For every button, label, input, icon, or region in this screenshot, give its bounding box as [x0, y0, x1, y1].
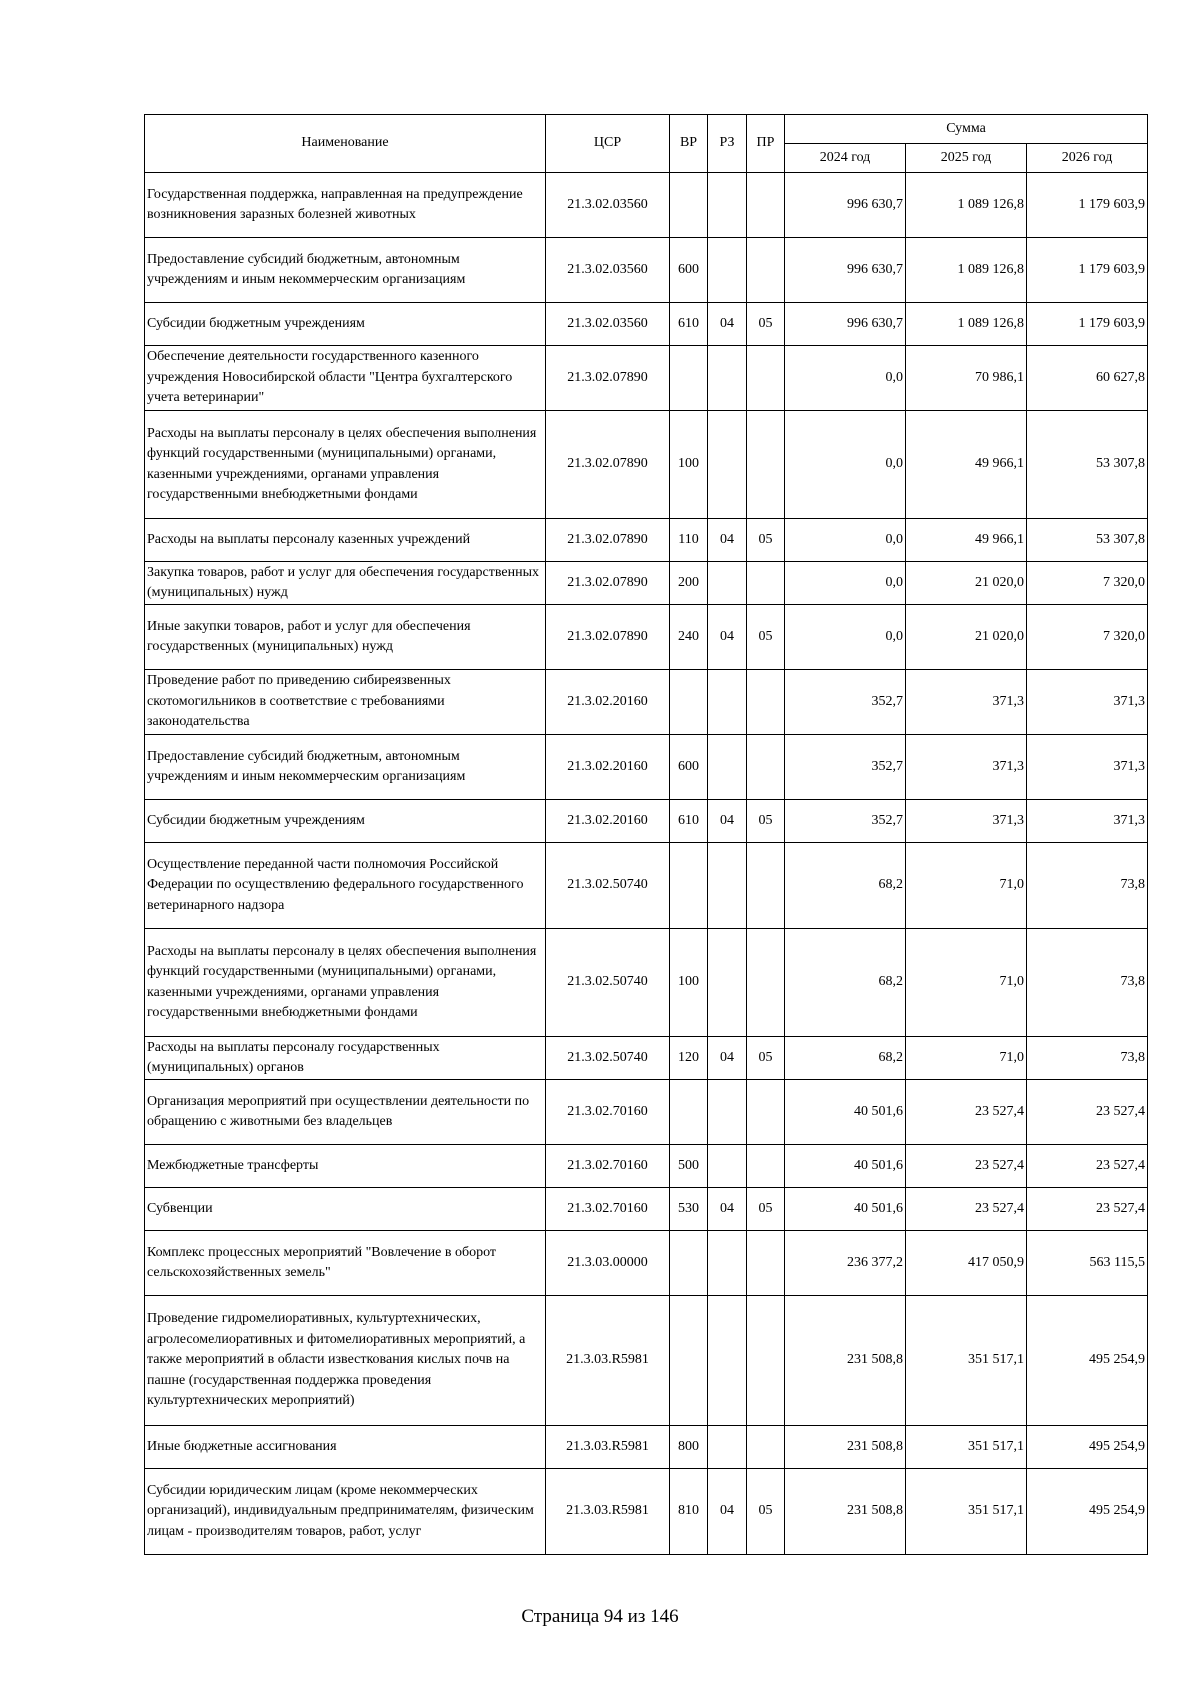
cell-2026: 495 254,9 — [1027, 1426, 1148, 1469]
cell-2024: 0,0 — [785, 519, 906, 562]
cell-2025: 71,0 — [906, 929, 1027, 1037]
cell-name: Иные бюджетные ассигнования — [145, 1426, 546, 1469]
cell-rz — [708, 670, 747, 735]
cell-pr — [747, 346, 785, 411]
header-year-2024: 2024 год — [785, 144, 906, 173]
cell-name: Расходы на выплаты персоналу в целях обеспечения выполнения функций государственными (муниципальными) органами, казенными учреждениями, органами управления государственными внебюджетными фондами — [145, 929, 546, 1037]
table-row — [145, 173, 1148, 238]
cell-pr — [747, 173, 785, 238]
cell-2025: 371,3 — [906, 800, 1027, 843]
table-row — [145, 1145, 1148, 1188]
cell-2024: 231 508,8 — [785, 1469, 906, 1555]
cell-vr: 240 — [670, 605, 708, 670]
cell-2024: 236 377,2 — [785, 1231, 906, 1296]
cell-2025: 21 020,0 — [906, 562, 1027, 605]
cell-pr — [747, 1426, 785, 1469]
cell-2024: 40 501,6 — [785, 1080, 906, 1145]
cell-2026: 563 115,5 — [1027, 1231, 1148, 1296]
cell-2024: 996 630,7 — [785, 303, 906, 346]
cell-2026: 53 307,8 — [1027, 519, 1148, 562]
cell-vr: 100 — [670, 411, 708, 519]
table-row — [145, 346, 1148, 411]
cell-vr: 200 — [670, 562, 708, 605]
cell-pr: 05 — [747, 1469, 785, 1555]
table-row — [145, 411, 1148, 519]
cell-2024: 40 501,6 — [785, 1188, 906, 1231]
cell-2026: 1 179 603,9 — [1027, 303, 1148, 346]
cell-vr: 500 — [670, 1145, 708, 1188]
cell-2024: 0,0 — [785, 562, 906, 605]
cell-2024: 68,2 — [785, 1037, 906, 1080]
cell-pr — [747, 562, 785, 605]
cell-csr: 21.3.02.70160 — [546, 1145, 670, 1188]
cell-2026: 23 527,4 — [1027, 1188, 1148, 1231]
cell-2025: 70 986,1 — [906, 346, 1027, 411]
cell-csr: 21.3.02.20160 — [546, 735, 670, 800]
header-rz: РЗ — [708, 115, 747, 173]
cell-name: Осуществление переданной части полномочия Российской Федерации по осуществлению федерального государственного ветеринарного надзора — [145, 843, 546, 929]
cell-name: Государственная поддержка, направленная на предупреждение возникновения заразных болезней животных — [145, 173, 546, 238]
cell-rz: 04 — [708, 303, 747, 346]
cell-2024: 352,7 — [785, 670, 906, 735]
cell-pr: 05 — [747, 1037, 785, 1080]
cell-vr — [670, 346, 708, 411]
cell-rz: 04 — [708, 1037, 747, 1080]
cell-2026: 23 527,4 — [1027, 1080, 1148, 1145]
cell-2024: 68,2 — [785, 929, 906, 1037]
cell-name: Субвенции — [145, 1188, 546, 1231]
cell-vr: 100 — [670, 929, 708, 1037]
cell-csr: 21.3.02.50740 — [546, 1037, 670, 1080]
cell-name: Обеспечение деятельности государственного казенного учреждения Новосибирской области "Центра бухгалтерского учета ветеринарии" — [145, 346, 546, 411]
cell-2025: 1 089 126,8 — [906, 173, 1027, 238]
cell-2024: 68,2 — [785, 843, 906, 929]
cell-name: Проведение работ по приведению сибиреязвенных скотомогильников в соответствие с требованиями законодательства — [145, 670, 546, 735]
cell-2026: 495 254,9 — [1027, 1469, 1148, 1555]
cell-2024: 0,0 — [785, 346, 906, 411]
table-row — [145, 1080, 1148, 1145]
cell-vr: 610 — [670, 800, 708, 843]
table-row — [145, 1037, 1148, 1080]
table-row — [145, 562, 1148, 605]
cell-vr: 110 — [670, 519, 708, 562]
cell-pr — [747, 1080, 785, 1145]
cell-2026: 371,3 — [1027, 800, 1148, 843]
cell-pr — [747, 1231, 785, 1296]
cell-pr — [747, 670, 785, 735]
cell-2025: 71,0 — [906, 1037, 1027, 1080]
cell-rz — [708, 1145, 747, 1188]
table-row — [145, 605, 1148, 670]
cell-2025: 351 517,1 — [906, 1426, 1027, 1469]
cell-csr: 21.3.02.50740 — [546, 929, 670, 1037]
cell-2025: 71,0 — [906, 843, 1027, 929]
cell-name: Комплекс процессных мероприятий "Вовлечение в оборот сельскохозяйственных земель" — [145, 1231, 546, 1296]
cell-csr: 21.3.03.R5981 — [546, 1426, 670, 1469]
cell-vr — [670, 670, 708, 735]
table-row — [145, 1188, 1148, 1231]
cell-2025: 417 050,9 — [906, 1231, 1027, 1296]
cell-pr — [747, 929, 785, 1037]
cell-rz: 04 — [708, 1188, 747, 1231]
cell-rz — [708, 562, 747, 605]
cell-csr: 21.3.02.03560 — [546, 238, 670, 303]
table-row — [145, 843, 1148, 929]
cell-pr: 05 — [747, 519, 785, 562]
cell-name: Субсидии юридическим лицам (кроме некоммерческих организаций), индивидуальным предпринимателям, физическим лицам - производителям товаров, работ, услуг — [145, 1469, 546, 1555]
cell-2024: 352,7 — [785, 800, 906, 843]
cell-rz — [708, 1080, 747, 1145]
table-row — [145, 929, 1148, 1037]
cell-2024: 0,0 — [785, 411, 906, 519]
cell-vr: 600 — [670, 735, 708, 800]
table-row — [145, 800, 1148, 843]
cell-csr: 21.3.02.07890 — [546, 519, 670, 562]
cell-vr: 530 — [670, 1188, 708, 1231]
cell-2025: 23 527,4 — [906, 1080, 1027, 1145]
cell-2024: 0,0 — [785, 605, 906, 670]
cell-pr — [747, 238, 785, 303]
cell-pr: 05 — [747, 1188, 785, 1231]
cell-rz — [708, 929, 747, 1037]
cell-name: Организация мероприятий при осуществлении деятельности по обращению с животными без владельцев — [145, 1080, 546, 1145]
cell-2026: 495 254,9 — [1027, 1296, 1148, 1426]
cell-name: Расходы на выплаты персоналу государственных (муниципальных) органов — [145, 1037, 546, 1080]
cell-2025: 1 089 126,8 — [906, 238, 1027, 303]
cell-pr: 05 — [747, 605, 785, 670]
cell-vr — [670, 1080, 708, 1145]
cell-csr: 21.3.02.20160 — [546, 670, 670, 735]
table-row — [145, 238, 1148, 303]
cell-2025: 1 089 126,8 — [906, 303, 1027, 346]
cell-2026: 1 179 603,9 — [1027, 238, 1148, 303]
cell-vr — [670, 1231, 708, 1296]
cell-name: Иные закупки товаров, работ и услуг для обеспечения государственных (муниципальных) нужд — [145, 605, 546, 670]
cell-2026: 73,8 — [1027, 1037, 1148, 1080]
cell-rz: 04 — [708, 605, 747, 670]
cell-csr: 21.3.02.07890 — [546, 605, 670, 670]
cell-vr: 610 — [670, 303, 708, 346]
cell-2025: 351 517,1 — [906, 1469, 1027, 1555]
cell-vr: 810 — [670, 1469, 708, 1555]
cell-rz: 04 — [708, 519, 747, 562]
budget-table — [144, 114, 1148, 1555]
header-csr: ЦСР — [546, 115, 670, 173]
cell-csr: 21.3.02.07890 — [546, 346, 670, 411]
cell-2026: 53 307,8 — [1027, 411, 1148, 519]
table-row — [145, 519, 1148, 562]
cell-pr: 05 — [747, 800, 785, 843]
cell-2026: 73,8 — [1027, 929, 1148, 1037]
header-sum: Сумма — [785, 115, 1148, 144]
cell-name: Предоставление субсидий бюджетным, автономным учреждениям и иным некоммерческим организациям — [145, 238, 546, 303]
cell-rz — [708, 1231, 747, 1296]
cell-csr: 21.3.02.50740 — [546, 843, 670, 929]
cell-2026: 371,3 — [1027, 670, 1148, 735]
cell-vr: 800 — [670, 1426, 708, 1469]
cell-csr: 21.3.02.07890 — [546, 411, 670, 519]
cell-2026: 371,3 — [1027, 735, 1148, 800]
cell-vr: 600 — [670, 238, 708, 303]
cell-2024: 352,7 — [785, 735, 906, 800]
cell-name: Межбюджетные трансферты — [145, 1145, 546, 1188]
cell-name: Закупка товаров, работ и услуг для обеспечения государственных (муниципальных) нужд — [145, 562, 546, 605]
cell-csr: 21.3.02.70160 — [546, 1188, 670, 1231]
cell-rz — [708, 1296, 747, 1426]
cell-name: Проведение гидромелиоративных, культуртехнических, агролесомелиоративных и фитомелиоративных мероприятий, а также мероприятий в области известкования кислых почв на пашне (государственная поддержка проведения культуртехнических мероприятий) — [145, 1296, 546, 1426]
cell-csr: 21.3.02.07890 — [546, 562, 670, 605]
cell-2026: 73,8 — [1027, 843, 1148, 929]
cell-vr — [670, 1296, 708, 1426]
cell-2025: 351 517,1 — [906, 1296, 1027, 1426]
cell-rz — [708, 843, 747, 929]
cell-csr: 21.3.03.00000 — [546, 1231, 670, 1296]
cell-pr — [747, 1145, 785, 1188]
cell-csr: 21.3.02.70160 — [546, 1080, 670, 1145]
cell-2026: 7 320,0 — [1027, 605, 1148, 670]
cell-pr: 05 — [747, 303, 785, 346]
cell-2025: 371,3 — [906, 670, 1027, 735]
cell-pr — [747, 843, 785, 929]
table-body — [145, 173, 1148, 1555]
cell-rz — [708, 173, 747, 238]
cell-2025: 23 527,4 — [906, 1145, 1027, 1188]
cell-2024: 231 508,8 — [785, 1296, 906, 1426]
table-row — [145, 1231, 1148, 1296]
cell-2024: 231 508,8 — [785, 1426, 906, 1469]
header-name: Наименование — [145, 115, 546, 173]
header-vr: ВР — [670, 115, 708, 173]
cell-vr — [670, 173, 708, 238]
cell-csr: 21.3.02.03560 — [546, 303, 670, 346]
cell-2026: 1 179 603,9 — [1027, 173, 1148, 238]
cell-2024: 996 630,7 — [785, 173, 906, 238]
cell-2025: 371,3 — [906, 735, 1027, 800]
cell-pr — [747, 735, 785, 800]
cell-rz — [708, 411, 747, 519]
cell-name: Расходы на выплаты персоналу в целях обеспечения выполнения функций государственными (муниципальными) органами, казенными учреждениями, органами управления государственными внебюджетными фондами — [145, 411, 546, 519]
cell-2024: 996 630,7 — [785, 238, 906, 303]
header-year-2025: 2025 год — [906, 144, 1027, 173]
cell-csr: 21.3.03.R5981 — [546, 1469, 670, 1555]
page-number: Страница 94 из 146 — [521, 1606, 679, 1627]
cell-csr: 21.3.02.20160 — [546, 800, 670, 843]
cell-2026: 60 627,8 — [1027, 346, 1148, 411]
cell-rz — [708, 1426, 747, 1469]
cell-2025: 49 966,1 — [906, 411, 1027, 519]
cell-2026: 23 527,4 — [1027, 1145, 1148, 1188]
cell-name: Субсидии бюджетным учреждениям — [145, 303, 546, 346]
header-pr: ПР — [747, 115, 785, 173]
cell-name: Субсидии бюджетным учреждениям — [145, 800, 546, 843]
table-row — [145, 670, 1148, 735]
cell-2024: 40 501,6 — [785, 1145, 906, 1188]
cell-2025: 23 527,4 — [906, 1188, 1027, 1231]
cell-pr — [747, 411, 785, 519]
cell-rz — [708, 346, 747, 411]
cell-name: Предоставление субсидий бюджетным, автономным учреждениям и иным некоммерческим организациям — [145, 735, 546, 800]
header-year-2026: 2026 год — [1027, 144, 1148, 173]
cell-rz: 04 — [708, 800, 747, 843]
cell-rz — [708, 238, 747, 303]
cell-2025: 21 020,0 — [906, 605, 1027, 670]
cell-name: Расходы на выплаты персоналу казенных учреждений — [145, 519, 546, 562]
table-row — [145, 1296, 1148, 1426]
table-row — [145, 1469, 1148, 1555]
cell-csr: 21.3.02.03560 — [546, 173, 670, 238]
cell-pr — [747, 1296, 785, 1426]
cell-vr — [670, 843, 708, 929]
table-row — [145, 735, 1148, 800]
table-row — [145, 1426, 1148, 1469]
cell-csr: 21.3.03.R5981 — [546, 1296, 670, 1426]
cell-rz — [708, 735, 747, 800]
table-row — [145, 303, 1148, 346]
cell-2026: 7 320,0 — [1027, 562, 1148, 605]
cell-rz: 04 — [708, 1469, 747, 1555]
cell-2025: 49 966,1 — [906, 519, 1027, 562]
cell-vr: 120 — [670, 1037, 708, 1080]
